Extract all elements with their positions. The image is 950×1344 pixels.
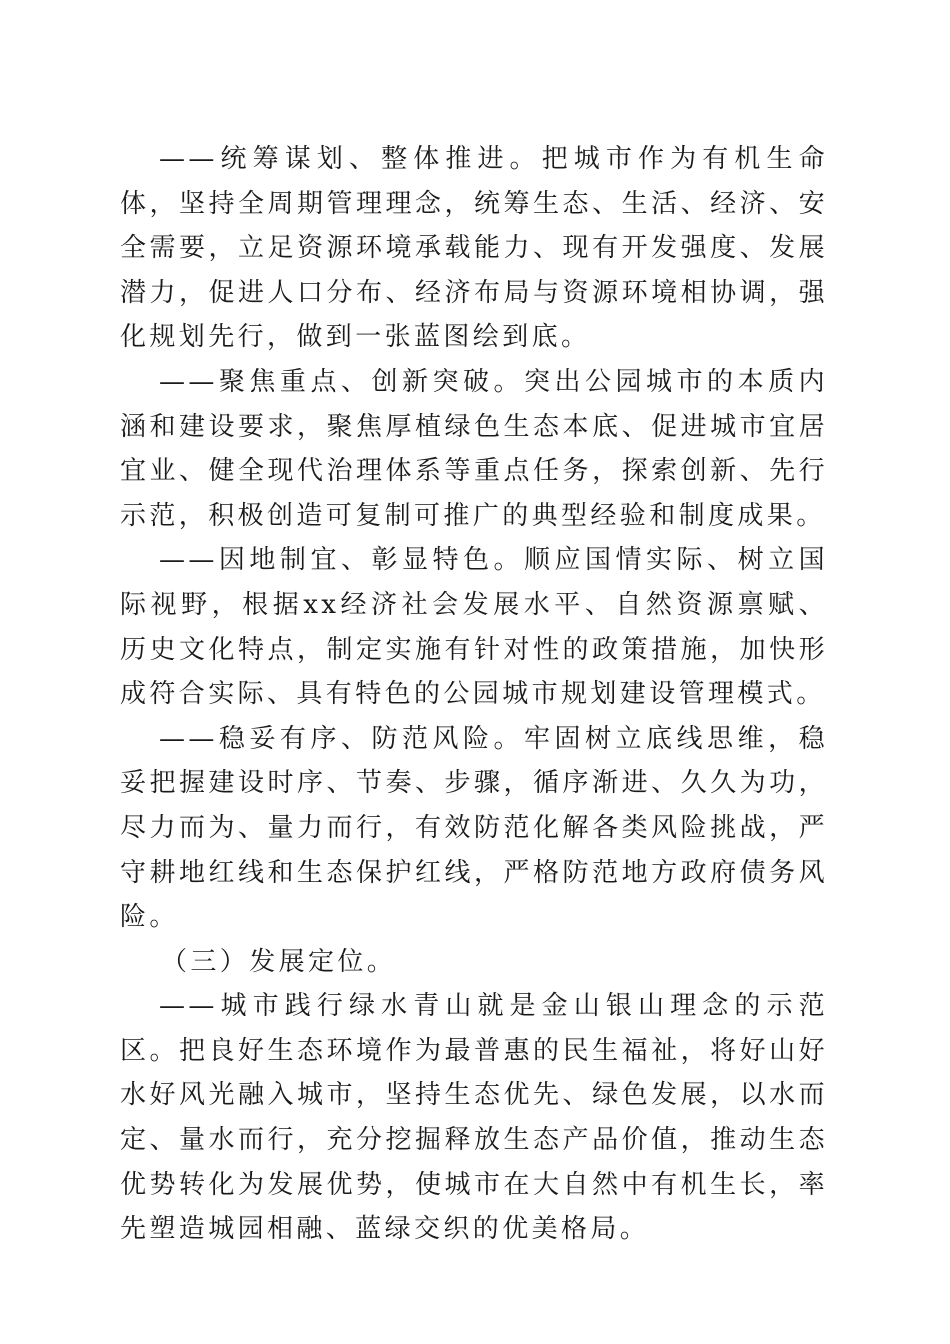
paragraph-overall-planning: ——统筹谋划、整体推进。把城市作为有机生命体，坚持全周期管理理念，统筹生态、生活、经济、安全需要，立足资源环境承载能力、现有开发强度、发展潜力，促进人口分布、经济布局与资源环境相协调，强化规划先行，做到一张蓝图绘到底。	[120, 144, 828, 353]
paragraph-focus-innovation: ——聚焦重点、创新突破。突出公园城市的本质内涵和建设要求，聚焦厚植绿色生态本底、促进城市宜居宜业、健全现代治理体系等重点任务，探索创新、先行示范，积极创造可复制可推广的典型经验和制度成果。	[120, 366, 828, 531]
section-heading: （三）发展定位。	[161, 946, 397, 977]
document-body	[120, 137, 828, 1252]
paragraph-local-conditions: ——因地制宜、彰显特色。顺应国情实际、树立国际视野，根据xx经济社会发展水平、自然资源禀赋、历史文化特点，制定实施有针对性的政策措施，加快形成符合实际、具有特色的公园城市规划建设管理模式。	[120, 545, 828, 710]
paragraph-demonstration-zone: ——城市践行绿水青山就是金山银山理念的示范区。把良好生态环境作为最普惠的民生福祉，将好山好水好风光融入城市，坚持生态优先、绿色发展，以水而定、量水而行，充分挖掘释放生态产品价值，推动生态优势转化为发展优势，使城市在大自然中有机生长，率先塑造城园相融、蓝绿交织的优美格局。	[120, 991, 828, 1245]
paragraph-risk-prevention: ——稳妥有序、防范风险。牢固树立底线思维，稳妥把握建设时序、节奏、步骤，循序渐进、久久为功，尽力而为、量力而行，有效防范化解各类风险挑战，严守耕地红线和生态保护红线，严格防范地方政府债务风险。	[120, 723, 828, 933]
